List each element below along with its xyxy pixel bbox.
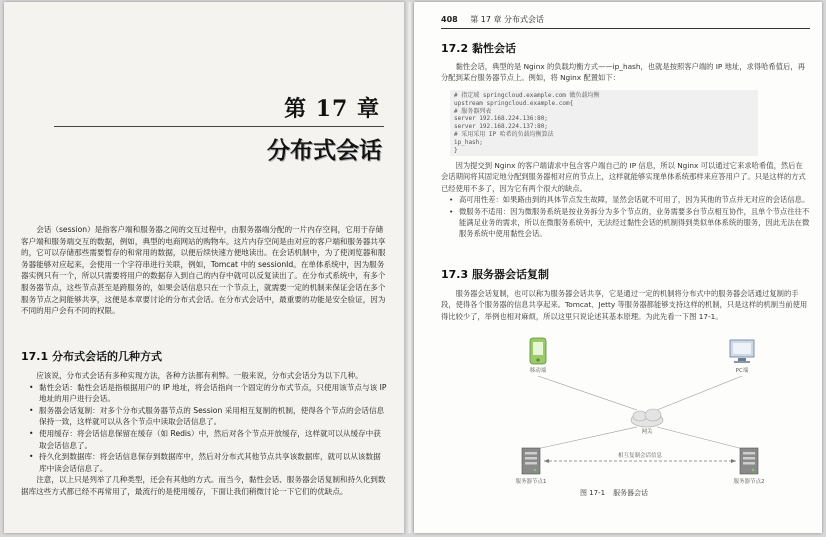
book-spine (404, 2, 414, 533)
list-item: • 微服务不适用：因为微服务系统是按业务拆分为多个节点的，业务需要多台节点相互协作，且单个节点往往不能满足业务的需求，所以在微服务系统中，无法经过黏性会话的机制得到类似单体系统的服务，因此无法在微服务系统中使用黏性会话。 (441, 206, 810, 240)
section-17-2-title: 17.2 黏性会话 (441, 42, 516, 55)
chapter-rule (54, 126, 384, 127)
page-number: 408 (441, 15, 458, 24)
code-line: # 采用采用 IP 哈希的负载均衡算法 (454, 130, 554, 138)
section-17-2-body (441, 160, 810, 240)
code-line: upstream springcloud.example.com{ (454, 99, 574, 107)
ip-hash-paragraph: 因为提交到 Nginx 的客户端请求中包含客户端自己的 IP 信息，所以 Nginx 可以通过它来求哈希值，然后在会话期间将其固定地分配到服务器相对应的节点上，这样就能够实现单体系统那样来应答用户了。只是这样的方式已经使用不多了，因为它有两个很大的缺点。 (441, 161, 806, 193)
server-node-1-icon (522, 448, 540, 474)
section-17-1-body (21, 370, 388, 498)
network-cloud-icon (631, 409, 663, 427)
mobile-device-icon (530, 338, 546, 364)
code-line: server 192.168.224.137:80; (454, 123, 548, 131)
drawbacks-list (441, 194, 810, 240)
chapter-title: 分布式会话 (267, 138, 382, 164)
section-17-3-body (441, 288, 810, 322)
mobile-label: 移动端 (529, 368, 547, 374)
list-item: • 黏性会话：黏性会话是指根据用户的 IP 地址，将会话指向一个固定的分布式节点，只使用该节点与该 IP 地址的用户进行会话。 (21, 382, 388, 405)
code-line: # 指定域 springcloud.example.com 做负载均衡 (454, 92, 600, 99)
section-17-1-title: 17.1 分布式会话的几种方式 (21, 350, 162, 363)
running-header (441, 14, 810, 29)
code-line: } (454, 146, 458, 154)
list-item: • 高可用性差：如果路由到的具体节点发生故障，显然会话就不可用了，因为其他的节点并无对应的会话信息。 (441, 194, 810, 205)
section-intro: 应该说，分布式会话有多种实现方法，各种方法都有利弊。一般来说，分布式会话分为以下几种。 (36, 371, 363, 380)
closing-paragraph: 注意，以上只是列举了几种类型，还会有其他的方式。而当今，黏性会话、服务器会话复制和持久化到数据库这些方式都已经不再常用了，最流行的是使用缓存，下面让我们稍微讨论一下它们的优缺点。 (21, 475, 386, 496)
right-page (414, 2, 822, 533)
code-line: # 服务器列表 (454, 107, 492, 115)
nginx-config-code (450, 90, 758, 156)
server-node-2-icon (740, 448, 758, 474)
node1-connection-line (532, 427, 637, 450)
figure-caption-text: 服务器会话 (613, 489, 649, 497)
figure-number: 图 17-1 (579, 489, 606, 497)
list-item: • 使用缓存：将会话信息保留在缓存（如 Redis）中，然后对各个节点开放缓存，这样就可以从缓存中获取会话信息了。 (21, 428, 388, 451)
replication-arrow-left-head (544, 459, 549, 463)
code-line: ip_hash; (454, 138, 483, 146)
list-item: • 持久化到数据库：将会话信息保存到数据库中，然后对分布式其他节点共享该数据库，就可以从该数据库中读会话信息了。 (21, 451, 388, 474)
pc-label: PC端 (735, 368, 749, 374)
pc-connection-line (657, 376, 742, 410)
mobile-connection-line (538, 376, 637, 410)
sticky-session-paragraph: 黏性会话，典型的是 Nginx 的负载均衡方式——ip_hash，也就是按照客户端的 IP 地址，求得哈希值后，再分配到某台服务器节点上。例如，将 Nginx 配置如下： (441, 62, 805, 83)
intro-paragraph: 会话（session）是指客户端和服务器之间的交互过程中，由服务器端分配的一片内存空间，它用于存储客户端和服务端交互的数据，例如，典型的电商网站的购物车。这片内存空间是由对应的客户端和服务器共享的，它可以存储那些需要暂存的和常用的数据，以便后续快速方便地读出。在会话机制中，为了使浏览器和服务器能够对应起来，会使用一个字符串进行关联，例如，Tomcat 中的 sessionId。在单体系统中，因为服务器实例只有一个，所以只需要将用户的数据存入到自己的内存中就可以反复读出了。在分布式系统中，有多个服务器节点，这些节点甚至是跨服务的，如果会话信息只在一个节点上，就需要一定的机制来保证会话在多个服务节点之间能够共享，这便是本章要讨论的分布式会话。在分布式会话中，最重要的功能是安全验证，因为不同的用户会有不同的权限。 (21, 225, 386, 316)
left-page (4, 2, 404, 533)
session-replication-diagram (492, 332, 802, 492)
code-line: server 192.168.224.136:80; (454, 115, 548, 123)
node2-connection-line (657, 427, 747, 450)
chapter-number: 第 17 章 (284, 96, 380, 122)
list-item: • 服务器会话复制：对多个分布式服务器节点的 Session 采用相互复制的机制，使得各个节点的会话信息保持一致，这样就可以从各个节点中读取会话信息了。 (21, 405, 388, 428)
chapter-intro (21, 224, 388, 317)
section-17-2-intro (441, 61, 810, 84)
methods-list (21, 382, 388, 475)
replication-arrow-right-head (731, 459, 736, 463)
network-label: 网关 (641, 429, 653, 435)
section-17-3-title: 17.3 服务器会话复制 (441, 268, 549, 281)
server-node-1-label: 服务器节点1 (515, 479, 547, 485)
pc-icon (730, 340, 754, 363)
server-node-2-label: 服务器节点2 (733, 479, 765, 485)
replication-paragraph: 服务器会话复制，也可以称为服务器会话共享，它是通过一定的机制将分布式中的服务器会话通过复制的手段，使得各个服务器的信息共享起来。Tomcat、Jetty 等服务器都能够支持这样的机制，只是这样的机制当前使用得比较少了，举例也相对麻烦，所以这里只说论述其基本原理。为此先看一下图 17-1。 (441, 289, 808, 321)
running-header-text: 第 17 章 分布式会话 (470, 15, 545, 24)
figure-caption (414, 488, 822, 498)
replication-label: 相互复制会话信息 (617, 453, 663, 459)
